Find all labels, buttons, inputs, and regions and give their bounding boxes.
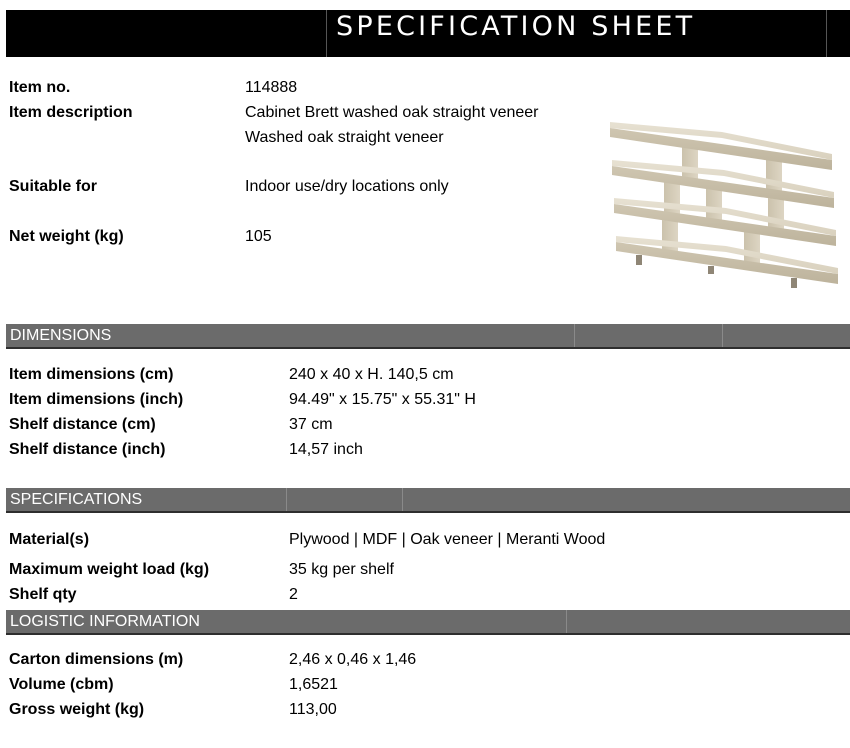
header-divider	[826, 10, 827, 57]
suitable-for-value: Indoor use/dry locations only	[245, 178, 449, 195]
item-description-line1: Cabinet Brett washed oak straight veneer	[245, 104, 539, 121]
specifications-title: SPECIFICATIONS	[10, 491, 143, 508]
item-dimensions-cm-value: 240 x 40 x H. 140,5 cm	[289, 366, 454, 383]
section-divider	[402, 488, 403, 511]
materials-label: Material(s)	[9, 531, 90, 548]
suitable-for-label: Suitable for	[9, 178, 98, 195]
item-no-label: Item no.	[9, 79, 71, 96]
max-weight-load-label: Maximum weight load (kg)	[9, 561, 210, 578]
item-dimensions-inch-value: 94.49" x 15.75" x 55.31" H	[289, 391, 476, 408]
shelf-distance-cm-label: Shelf distance (cm)	[9, 416, 156, 433]
shelf-qty-label: Shelf qty	[9, 586, 77, 603]
header-divider	[326, 10, 327, 57]
item-dimensions-cm-label: Item dimensions (cm)	[9, 366, 174, 383]
carton-dimensions-label: Carton dimensions (m)	[9, 651, 184, 668]
max-weight-load-value: 35 kg per shelf	[289, 561, 394, 578]
shelf-distance-inch-value: 14,57 inch	[289, 441, 363, 458]
page-title: SPECIFICATION SHEET	[336, 11, 696, 42]
shelf-distance-inch-label: Shelf distance (inch)	[9, 441, 166, 458]
shelf-distance-cm-value: 37 cm	[289, 416, 333, 433]
section-divider	[286, 488, 287, 511]
item-no-value: 114888	[245, 79, 298, 96]
item-dimensions-inch-label: Item dimensions (inch)	[9, 391, 184, 408]
logistic-section-bar	[6, 610, 850, 635]
gross-weight-value: 113,00	[289, 701, 337, 718]
volume-value: 1,6521	[289, 676, 338, 693]
dimensions-title: DIMENSIONS	[10, 327, 112, 344]
carton-dimensions-value: 2,46 x 0,46 x 1,46	[289, 651, 417, 668]
shelf-qty-value: 2	[289, 586, 298, 603]
section-divider	[574, 324, 575, 347]
logistic-title: LOGISTIC INFORMATION	[10, 613, 200, 630]
item-description-label: Item description	[9, 104, 133, 121]
gross-weight-label: Gross weight (kg)	[9, 701, 145, 718]
specifications-section-bar	[6, 488, 850, 513]
item-description-line2: Washed oak straight veneer	[245, 129, 444, 146]
volume-label: Volume (cbm)	[9, 676, 114, 693]
section-divider	[566, 610, 567, 633]
shelf-cabinet-image	[606, 118, 842, 296]
section-divider	[722, 324, 723, 347]
materials-value: Plywood | MDF | Oak veneer | Meranti Wood	[289, 531, 606, 548]
dimensions-section-bar	[6, 324, 850, 349]
net-weight-label: Net weight (kg)	[9, 228, 124, 245]
net-weight-value: 105	[245, 228, 272, 245]
